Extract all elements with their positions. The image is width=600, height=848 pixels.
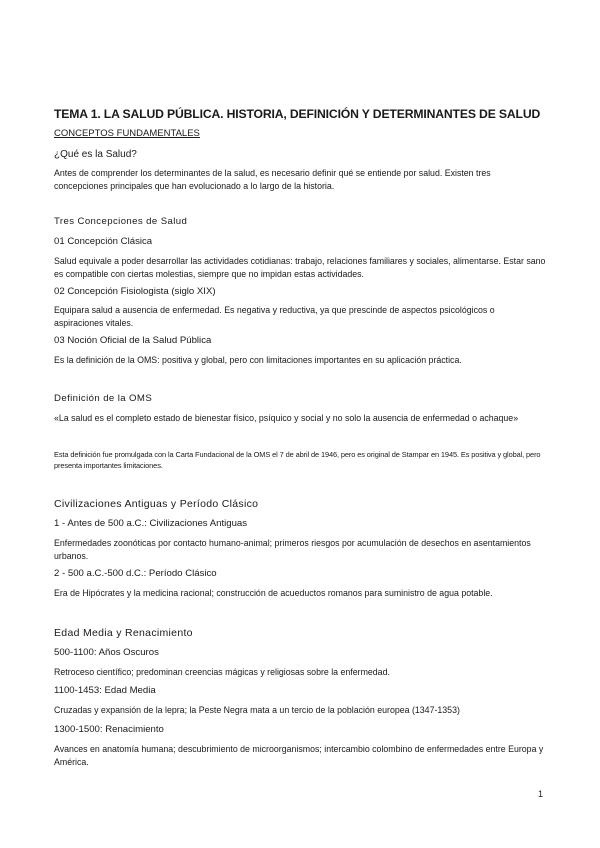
nocion-oficial-text: Es la definición de la OMS: positiva y global, pero con limitaciones importantes en su aplicación práctica. [54,355,462,365]
oms-note: Esta definición fue promulgada con la Carta Fundacional de la OMS el 7 de abril de 1946, pero es original de Stampar en 1945. Es positiva y global, pero presenta importantes limitaciones. [54,450,541,470]
concepcion-clasica-title: 01 Concepción Clásica [54,236,153,247]
concepcion-clasica-text: Salud equivale a poder desarrollar las actividades cotidianas: trabajo, relaciones familiares y sociales, alimentarse. Estar sano es compatible con ciertas molestias, siempre que no impidan estas actividades. [54,256,546,279]
concepcion-fisiologista-text: Equipara salud a ausencia de enfermedad. Es negativa y reductiva, ya que prescinde de aspectos psicológicos o aspiraciones vitales. [54,305,495,328]
question-heading: ¿Qué es la Salud? [54,149,137,160]
anos-oscuros-text: Retroceso científico; predominan creencias mágicas y religiosas sobre la enfermedad. [54,667,390,677]
oms-quote: «La salud es el completo estado de bienestar físico, psíquico y social y no solo la ausencia de enfermedad o achaque» [54,413,519,423]
concepcion-fisiologista-title: 02 Concepción Fisiologista (siglo XIX) [54,286,216,297]
civilizaciones-heading: Civilizaciones Antiguas y Período Clásico [54,498,259,510]
document-title: TEMA 1. LA SALUD PÚBLICA. HISTORIA, DEFINICIÓN Y DETERMINANTES DE SALUD [54,107,541,121]
edad-media-title: 1100-1453: Edad Media [54,685,156,696]
renacimiento-text: Avances en anatomía humana; descubrimiento de microorganismos; intercambio colombino de enfermedades entre Europa y América. [54,744,544,767]
edad-media-text: Cruzadas y expansión de la lepra; la Peste Negra mata a un tercio de la población europea (1347-1353) [54,705,460,715]
anos-oscuros-title: 500-1100: Años Oscuros [54,647,159,658]
renacimiento-title: 1300-1500: Renacimiento [54,724,164,735]
concepts-heading: CONCEPTOS FUNDAMENTALES [54,128,200,139]
civilizaciones-antiguas-text: Enfermedades zoonóticas por contacto humano-animal; primeros riesgos por acumulación de desechos en asentamientos urbanos. [54,538,531,561]
edad-media-heading: Edad Media y Renacimiento [54,627,193,639]
tres-concepciones-heading: Tres Concepciones de Salud [54,216,188,227]
civilizaciones-antiguas-title: 1 - Antes de 500 a.C.: Civilizaciones Antiguas [54,518,248,529]
intro-paragraph: Antes de comprender los determinantes de la salud, es necesario definir qué se entiende por salud. Existen tres concepciones principales que han evolucionado a lo largo de la historia. [54,168,491,191]
page-number: 1 [538,789,544,799]
definicion-oms-heading: Definición de la OMS [54,393,153,404]
periodo-clasico-text: Era de Hipócrates y la medicina racional; construcción de acueductos romanos para suministro de agua potable. [54,588,493,598]
periodo-clasico-title: 2 - 500 a.C.-500 d.C.: Período Clásico [54,568,217,579]
nocion-oficial-title: 03 Noción Oficial de la Salud Pública [54,335,212,346]
